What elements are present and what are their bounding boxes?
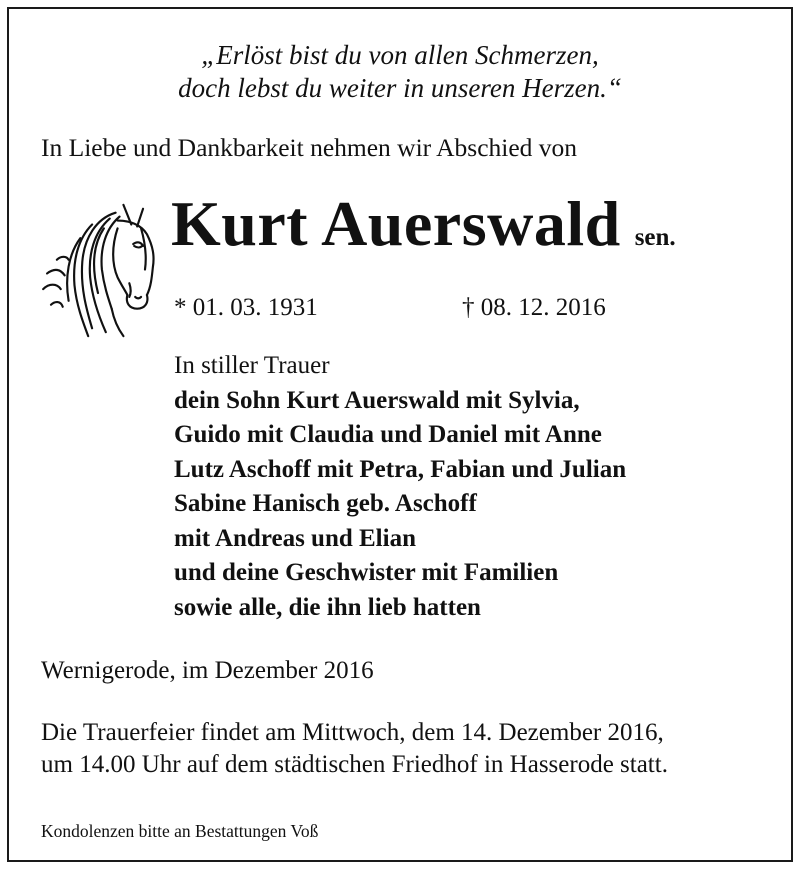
funeral-line-2: um 14.00 Uhr auf dem städtischen Friedhof in Hasserode statt. <box>41 751 668 778</box>
deceased-name: Kurt Auerswald <box>171 188 621 259</box>
funeral-info <box>41 717 668 781</box>
mourner-line: Sabine Hanisch geb. Aschoff <box>174 490 477 517</box>
obituary-notice <box>7 7 793 862</box>
mourner-line: sowie alle, die ihn lieb hatten <box>174 593 481 621</box>
mourners-block <box>174 349 626 625</box>
mourner-line: dein Sohn Kurt Auerswald mit Sylvia, <box>174 386 580 414</box>
motto-quote <box>9 39 791 105</box>
name-suffix: sen. <box>634 224 676 251</box>
mourner-line: mit Andreas und Elian <box>174 524 416 552</box>
horse-head-icon <box>33 199 161 341</box>
birth-date: * 01. 03. 1931 <box>174 294 318 321</box>
mourner-line: und deine Geschwister mit Familien <box>174 559 559 586</box>
condolence-note: Kondolenzen bitte an Bestattungen Voß <box>41 821 319 841</box>
motto-line-2: doch lebst du weiter in unseren Herzen.“ <box>178 73 622 103</box>
place-date: Wernigerode, im Dezember 2016 <box>41 657 374 684</box>
mourner-line: Lutz Aschoff mit Petra, Fabian und Julian <box>174 455 627 483</box>
motto-line-1: „Erlöst bist du von allen Schmerzen, <box>201 40 599 70</box>
intro-text: In Liebe und Dankbarkeit nehmen wir Abschied von <box>41 133 578 162</box>
deceased-name-line <box>171 187 676 261</box>
mourners-heading: In stiller Trauer <box>174 352 330 379</box>
funeral-line-1: Die Trauerfeier findet am Mittwoch, dem 14. Dezember 2016, <box>41 719 664 746</box>
death-date: † 08. 12. 2016 <box>462 294 606 321</box>
mourner-line: Guido mit Claudia und Daniel mit Anne <box>174 421 602 448</box>
